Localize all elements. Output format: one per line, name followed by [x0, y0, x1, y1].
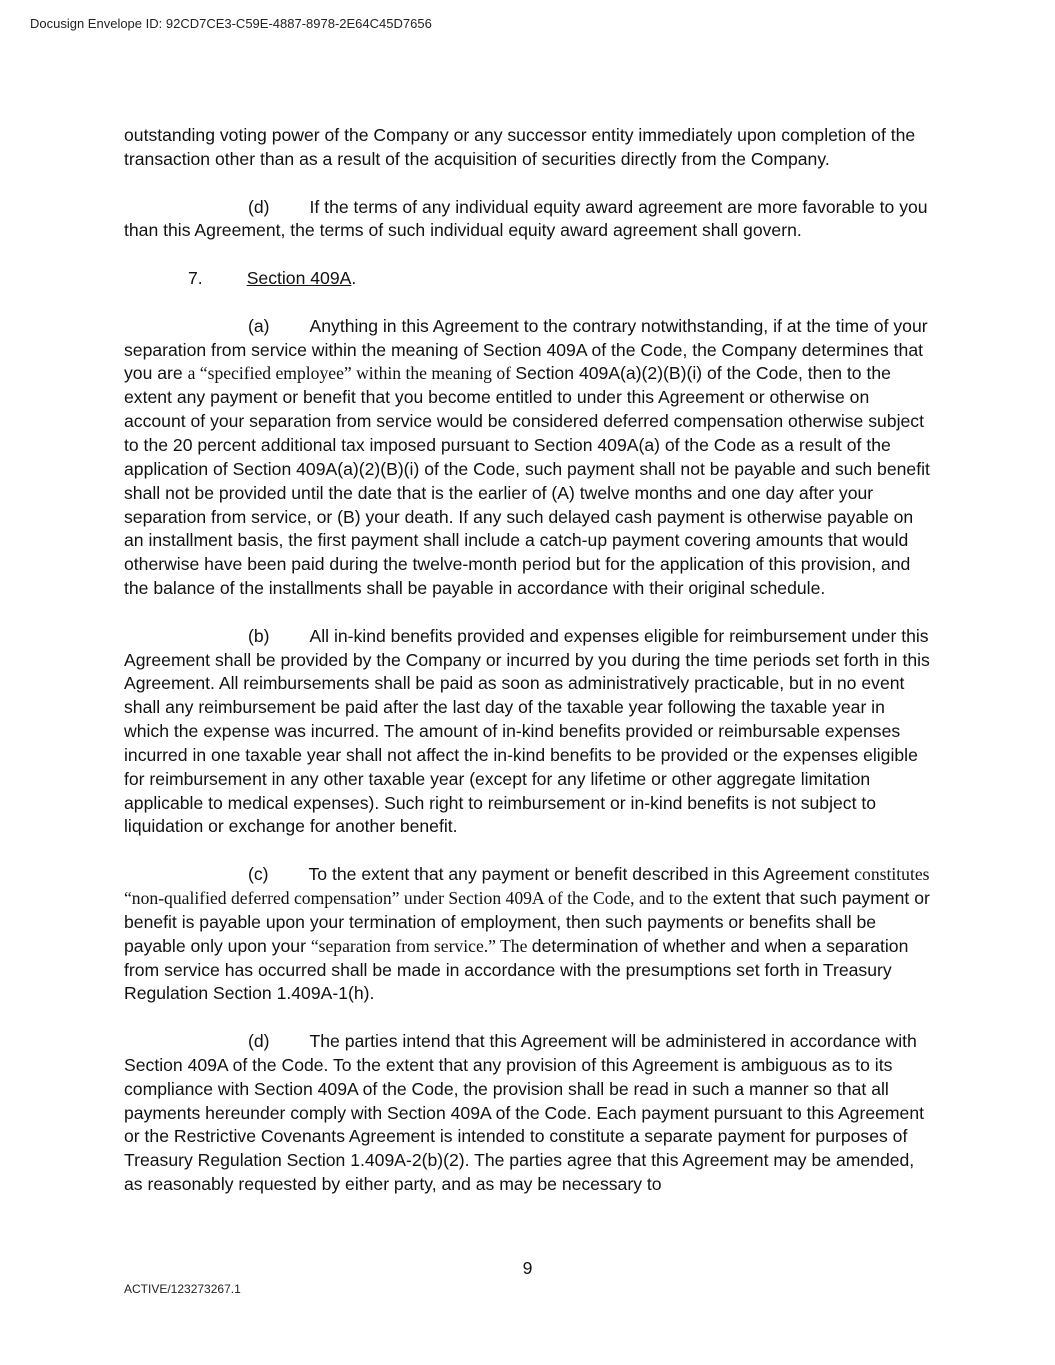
document-id: ACTIVE/123273267.1 [124, 1282, 241, 1296]
paragraph-label: (b) [248, 625, 270, 646]
paragraph-7d [124, 1030, 932, 1197]
paragraph-text: outstanding voting power of the Company or any successor entity immediately upon completion of the transaction other than as a result of the acquisition of securities directly from the Company. [124, 125, 916, 169]
section-title: Section 409A [246, 268, 352, 289]
paragraph-label: (d) [248, 1031, 270, 1052]
paragraph-7a [124, 315, 932, 601]
section-7-heading [124, 267, 932, 291]
section-number: 7. [188, 268, 203, 289]
paragraph-text: To the extent that any payment or benefit described in this Agreement [308, 864, 855, 885]
page-number: 9 [522, 1258, 533, 1278]
paragraph-7c [124, 863, 932, 1006]
paragraph-text: extent that such payment or benefit is payable upon your termination of employment, then such payments or benefits shall be payable only upon your [124, 888, 930, 956]
paragraph-text: All in-kind benefits provided and expenses eligible for reimbursement under this Agreement shall be provided by the Company or incurred by you during the time periods set forth in this Agreement. All reimbursements shall be paid as soon as administratively practicable, but in no event shall any reimbursement be paid after the last day of the taxable year following the taxable year in which the expense was incurred. The amount of in-kind benefits provided or reimbursable expenses incurred in one taxable year shall not affect the in-kind benefits to be provided or the expenses eligible for reimbursement in any other taxable year (except for any lifetime or other aggregate limitation applicable to medical expenses). Such right to reimbursement or in-kind benefits is not subject to liquidation or exchange for another benefit. [124, 625, 930, 837]
paragraph-text: Anything in this Agreement to the contrary notwithstanding, if at the time of your separation from service within the meaning of Section 409A of the Code, the Company determines that you are [124, 315, 928, 384]
paragraph-text: The parties intend that this Agreement will be administered in accordance with Section 409A of the Code. To the extent that any provision of this Agreement is ambiguous as to its compliance with Section 409A of the Code, the provision shall be read in such a manner so that all payments hereunder comply with Section 409A of the Code. Each payment pursuant to this Agreement or the Restrictive Covenants Agreement is intended to constitute a separate payment for purposes of Treasury Regulation Section 1.409A-2(b)(2). The parties agree that this Agreement may be amended, as reasonably requested by either party, and as may be necessary to [124, 1031, 925, 1195]
paragraph-continuation [124, 124, 932, 172]
paragraph-7b [124, 625, 932, 840]
envelope-id: Docusign Envelope ID: 92CD7CE3-C59E-4887-8978-2E64C45D7656 [30, 16, 432, 31]
section-title-period: . [351, 268, 357, 289]
document-body [124, 124, 932, 1221]
paragraph-text-serif: constitutes “non-qualified deferred compensation” under Section 409A of the Code, and to the [124, 864, 930, 908]
paragraph-label: (a) [248, 315, 270, 336]
paragraph-text-serif: “separation from service.” The [310, 935, 532, 956]
paragraph-text: determination of whether and when a separation from service has occurred shall be made in accordance with the presumptions set forth in Treasury Regulation Section 1.409A-1(h). [124, 935, 909, 1004]
paragraph-label: (c) [248, 864, 269, 885]
paragraph-text-serif: a “specified employee” within the meaning of [187, 363, 516, 384]
paragraph-label: (d) [248, 196, 270, 217]
paragraph-6d [124, 196, 932, 244]
paragraph-text: Section 409A(a)(2)(B)(i) of the Code, then to the extent any payment or benefit that you become entitled to under this Agreement or otherwise on account of your separation from service would be considered deferred compensation otherwise subject to the 20 percent additional tax imposed pursuant to Section 409A(a) of the Code as a result of the application of Section 409A(a)(2)(B)(i) of the Code, such payment shall not be payable and such benefit shall not be provided until the date that is the earlier of (A) twelve months and one day after your separation from service, or (B) your death. If any such delayed cash payment is otherwise payable on an installment basis, the first payment shall include a catch-up payment covering amounts that would otherwise have been paid during the twelve-month period but for the application of this provision, and the balance of the installments shall be payable in accordance with their original schedule. [124, 363, 930, 599]
paragraph-text: If the terms of any individual equity award agreement are more favorable to you than this Agreement, the terms of such individual equity award agreement shall govern. [124, 196, 928, 241]
